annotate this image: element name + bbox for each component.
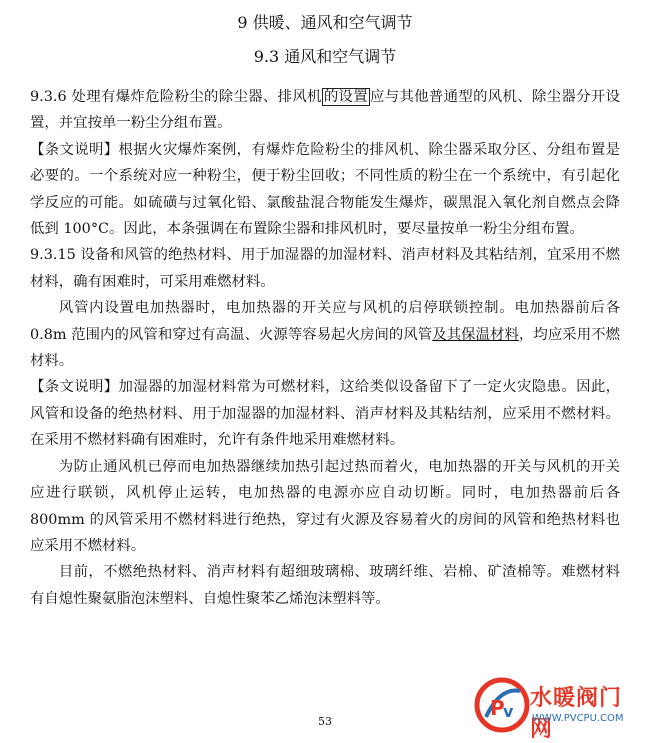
explanation-paragraph: 为防止通风机已停而电加热器继续加热引起过热而着火，电加热器的开关与风机的开关应进行联锁，风机停止运转，电加热器的电源亦应自动切断。同时，电加热器前后各 800mm 的风管采用不燃材料进行绝热，穿过有火源及容易着火的房间的风管和绝热材料也应采用不燃材料。 [30,458,620,554]
section-title: 9.3 通风和空气调节 [253,47,397,66]
clause-9-3-15: 9.3.15 设备和风管的绝热材料、用于加湿器的加湿材料、消声材料及其粘结剂，宜采用不燃材料，确有困难时，可采用难燃材料。 [30,247,620,290]
chapter-title: 9 供暖、通风和空气调节 [237,13,413,32]
body-text [30,84,620,612]
clause-9-3-15-para-2 [30,295,620,374]
clause-text: 风管内设置电加热器时，电加热器的开关应与风机的启停联锁控制。电加热器前后各 0.8m 范围内的风管和穿过有高温、火源等容易起火房间的风管 [30,300,620,343]
clause-9-3-6 [30,84,620,137]
clause-explanation: 【条文说明】根据火灾爆炸案例，有爆炸危险粉尘的排风机、除尘器采取分区、分组布置是必要的。一个系统对应一种粉尘，便于粉尘回收；不同性质的粉尘在一个系统中，有引起化学反应的可能。如硫磺与过氧化铅、氯酸盐混合物能发生爆炸，碳黑混入氧化剂自燃点会降低到 100°C。因此，本条强调在布置除尘器和排风机时，要尽量按单一粉尘分组布置。 [30,141,620,238]
watermark-logo [472,675,644,742]
pv-logo-icon [474,677,530,733]
clause-text: 9.3.6 处理有爆炸危险粉尘的除尘器、排风机 [30,89,322,105]
page-number: 53 [318,715,332,728]
watermark-title: 水暖阀门网 [530,686,623,742]
watermark-url: WWW.PVCPU.COM [532,713,624,724]
boxed-phrase: 的设置 [323,89,368,105]
clause-text: 应与其他普通型的风机、除尘器分开设置，并宜按单一粉尘分组布置。 [30,89,620,132]
svg-text:v: v [503,702,514,721]
svg-text:P: P [490,696,505,720]
clause-explanation: 【条文说明】加湿器的加湿材料常为可燃材料，这给类似设备留下了一定火灾隐患。因此，风管和设备的绝热材料、用于加湿器的加湿材料、消声材料及其粘结剂，应采用不燃材料。在采用不燃材料确有困难时，允许有条件地采用难燃材料。 [30,379,620,449]
underlined-phrase: 及其保温材料 [432,326,519,343]
explanation-paragraph: 目前，不燃绝热材料、消声材料有超细玻璃棉、玻璃纤维、岩棉、矿渣棉等。难燃材料有自熄性聚氨脂泡沫塑料、自熄性聚苯乙烯泡沫塑料等。 [30,564,620,607]
clause-text: ，均应采用不燃材料。 [30,326,620,370]
